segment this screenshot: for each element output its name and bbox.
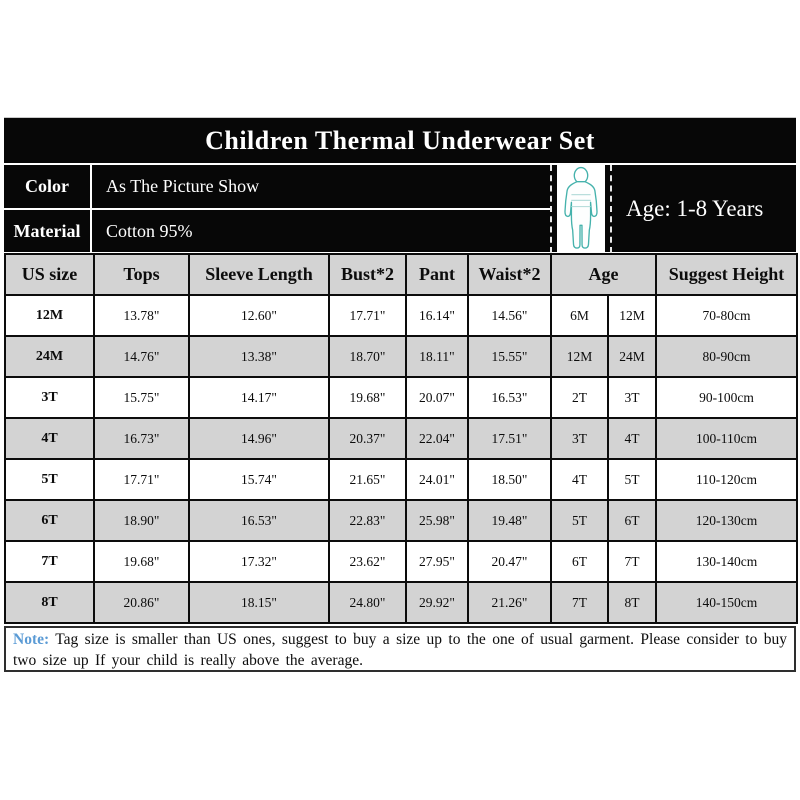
- color-value: As The Picture Show: [106, 176, 260, 196]
- cell-us-size: 5T: [5, 459, 94, 500]
- col-bust: Bust*2: [329, 254, 406, 295]
- cell-suggest-height: 100-110cm: [656, 418, 797, 459]
- cell-waist: 15.55": [468, 336, 551, 377]
- child-body-outline-icon: [557, 165, 605, 253]
- cell-tops: 14.76": [94, 336, 189, 377]
- figure-cell: [550, 165, 612, 253]
- cell-sleeve-length: 18.15": [189, 582, 329, 623]
- cell-us-size: 7T: [5, 541, 94, 582]
- cell-bust: 17.71": [329, 295, 406, 336]
- cell-bust: 20.37": [329, 418, 406, 459]
- cell-age-to: 5T: [608, 459, 656, 500]
- cell-pant: 20.07": [406, 377, 468, 418]
- cell-age-to: 4T: [608, 418, 656, 459]
- cell-waist: 14.56": [468, 295, 551, 336]
- cell-sleeve-length: 14.96": [189, 418, 329, 459]
- cell-waist: 21.26": [468, 582, 551, 623]
- table-row: [5, 459, 797, 500]
- cell-sleeve-length: 12.60": [189, 295, 329, 336]
- color-row: [4, 165, 550, 210]
- cell-tops: 19.68": [94, 541, 189, 582]
- note-label: Note:: [13, 631, 50, 648]
- cell-suggest-height: 80-90cm: [656, 336, 797, 377]
- cell-bust: 18.70": [329, 336, 406, 377]
- col-tops: Tops: [94, 254, 189, 295]
- col-suggest-height: Suggest Height: [656, 254, 797, 295]
- cell-age-to: 8T: [608, 582, 656, 623]
- cell-age-to: 12M: [608, 295, 656, 336]
- note-box: [4, 626, 796, 672]
- header-section: [4, 117, 796, 252]
- cell-age-to: 24M: [608, 336, 656, 377]
- table-row: [5, 336, 797, 377]
- table-header-row: [5, 254, 797, 295]
- cell-age-from: 5T: [551, 500, 608, 541]
- cell-pant: 22.04": [406, 418, 468, 459]
- cell-us-size: 8T: [5, 582, 94, 623]
- cell-waist: 20.47": [468, 541, 551, 582]
- cell-bust: 22.83": [329, 500, 406, 541]
- cell-suggest-height: 120-130cm: [656, 500, 797, 541]
- cell-us-size: 12M: [5, 295, 94, 336]
- cell-pant: 27.95": [406, 541, 468, 582]
- col-pant: Pant: [406, 254, 468, 295]
- cell-tops: 15.75": [94, 377, 189, 418]
- cell-pant: 18.11": [406, 336, 468, 377]
- cell-pant: 25.98": [406, 500, 468, 541]
- col-sleeve-length: Sleeve Length: [189, 254, 329, 295]
- cell-suggest-height: 140-150cm: [656, 582, 797, 623]
- cell-age-from: 12M: [551, 336, 608, 377]
- cell-us-size: 24M: [5, 336, 94, 377]
- cell-sleeve-length: 14.17": [189, 377, 329, 418]
- cell-age-to: 6T: [608, 500, 656, 541]
- page-title: Children Thermal Underwear Set: [4, 118, 796, 165]
- note-text: Tag size is smaller than US ones, suggest to buy a size up to the one of usual garment. Please consider to buy two size up If your child is really above the average.: [13, 631, 787, 669]
- table-row: [5, 377, 797, 418]
- cell-waist: 19.48": [468, 500, 551, 541]
- table-row: [5, 418, 797, 459]
- table-row: [5, 295, 797, 336]
- info-area: [4, 165, 796, 253]
- cell-age-from: 6M: [551, 295, 608, 336]
- size-table: [4, 253, 798, 624]
- cell-tops: 20.86": [94, 582, 189, 623]
- cell-pant: 16.14": [406, 295, 468, 336]
- cell-suggest-height: 70-80cm: [656, 295, 797, 336]
- cell-age-from: 3T: [551, 418, 608, 459]
- cell-us-size: 3T: [5, 377, 94, 418]
- cell-suggest-height: 90-100cm: [656, 377, 797, 418]
- col-age: Age: [551, 254, 656, 295]
- cell-pant: 29.92": [406, 582, 468, 623]
- color-label: Color: [4, 165, 92, 208]
- material-value: Cotton 95%: [106, 221, 193, 241]
- cell-bust: 24.80": [329, 582, 406, 623]
- cell-age-to: 7T: [608, 541, 656, 582]
- cell-us-size: 6T: [5, 500, 94, 541]
- cell-bust: 19.68": [329, 377, 406, 418]
- cell-age-from: 4T: [551, 459, 608, 500]
- col-us-size: US size: [5, 254, 94, 295]
- cell-bust: 23.62": [329, 541, 406, 582]
- cell-tops: 13.78": [94, 295, 189, 336]
- cell-tops: 16.73": [94, 418, 189, 459]
- table-row: [5, 541, 797, 582]
- cell-sleeve-length: 17.32": [189, 541, 329, 582]
- cell-age-from: 6T: [551, 541, 608, 582]
- table-row: [5, 582, 797, 623]
- table-row: [5, 500, 797, 541]
- cell-suggest-height: 130-140cm: [656, 541, 797, 582]
- info-left: [4, 165, 550, 253]
- cell-age-to: 3T: [608, 377, 656, 418]
- cell-age-from: 2T: [551, 377, 608, 418]
- cell-waist: 16.53": [468, 377, 551, 418]
- cell-tops: 17.71": [94, 459, 189, 500]
- cell-sleeve-length: 15.74": [189, 459, 329, 500]
- cell-pant: 24.01": [406, 459, 468, 500]
- size-table-body: [5, 295, 797, 623]
- cell-age-from: 7T: [551, 582, 608, 623]
- cell-sleeve-length: 13.38": [189, 336, 329, 377]
- cell-waist: 17.51": [468, 418, 551, 459]
- cell-sleeve-length: 16.53": [189, 500, 329, 541]
- age-range: Age: 1-8 Years: [626, 196, 764, 221]
- cell-suggest-height: 110-120cm: [656, 459, 797, 500]
- material-row: [4, 210, 550, 253]
- cell-bust: 21.65": [329, 459, 406, 500]
- cell-waist: 18.50": [468, 459, 551, 500]
- cell-tops: 18.90": [94, 500, 189, 541]
- material-label: Material: [4, 210, 92, 253]
- cell-us-size: 4T: [5, 418, 94, 459]
- col-waist: Waist*2: [468, 254, 551, 295]
